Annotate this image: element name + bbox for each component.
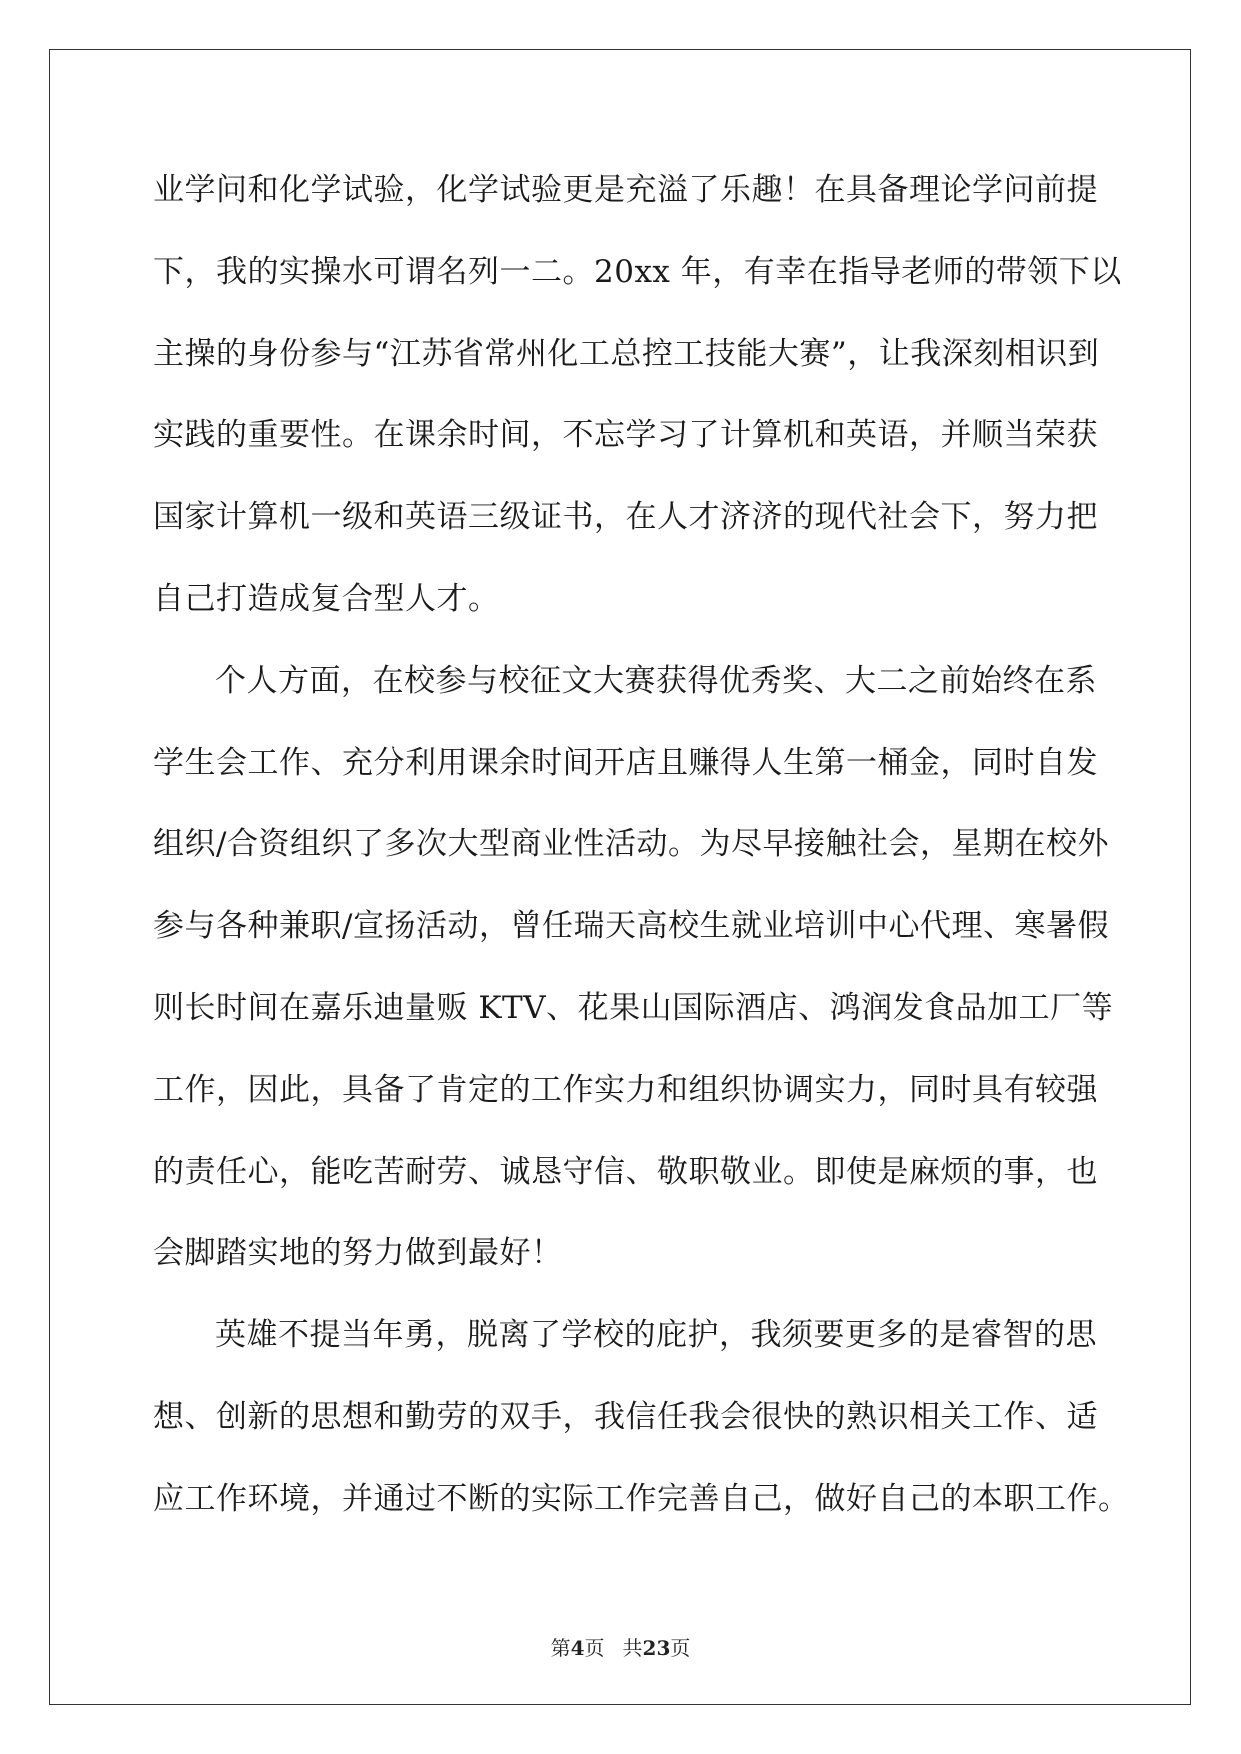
text-line: 会脚踏实地的努力做到最好！ — [153, 1235, 563, 1272]
text-line: 个人方面，在校参与校征文大赛获得优秀奖、大二之前始终在系 — [215, 662, 1097, 699]
text-line: 主操的身份参与“江苏省常州化工总控工技能大赛”，让我深刻相识到 — [153, 335, 1100, 372]
text-line: 下，我的实操水可谓名列一二。20xx 年，有幸在指导老师的带领下以 — [153, 253, 1122, 290]
text-line: 业学问和化学试验，化学试验更是充溢了乐趣！在具备理论学问前提 — [153, 172, 1098, 208]
page-footer — [0, 1632, 1241, 1661]
footer-page-suffix: 页 — [584, 1636, 605, 1660]
text-line: 应工作环境，并通过不断的实际工作完善自己，做好自己的本职工作。 — [153, 1480, 1130, 1517]
text-line: 实践的重要性。在课余时间，不忘学习了计算机和英语，并顺当荣获 — [153, 417, 1098, 454]
text-line: 组织/合资组织了多次大型商业性活动。为尽早接触社会，星期在校外 — [153, 826, 1109, 863]
footer-page-number: 4 — [570, 1636, 585, 1660]
text-line: 国家计算机一级和英语三级证书，在人才济济的现代社会下，努力把 — [153, 499, 1098, 536]
text-line: 自己打造成复合型人才。 — [153, 580, 500, 617]
text-line: 的责任心，能吃苦耐劳、诚恳守信、敬职敬业。即使是麻烦的事，也 — [153, 1153, 1098, 1190]
text-line: 参与各种兼职/宣扬活动，曾任瑞天高校生就业培训中心代理、寒暑假 — [153, 908, 1109, 945]
text-line: 工作，因此，具备了肯定的工作实力和组织协调实力，同时具有较强 — [153, 1071, 1098, 1108]
text-line: 则长时间在嘉乐迪量贩 KTV、花果山国际酒店、鸿润发食品加工厂等 — [153, 989, 1114, 1026]
text-line: 学生会工作、充分利用课余时间开店且赚得人生第一桶金，同时自发 — [153, 744, 1098, 781]
footer-total-prefix: 共 — [622, 1636, 643, 1660]
text-line: 想、创新的思想和勤劳的双手，我信任我会很快的熟识相关工作、适 — [153, 1398, 1098, 1435]
document-body — [153, 158, 1130, 1549]
footer-total-pages: 23 — [642, 1636, 671, 1660]
text-line: 英雄不提当年勇，脱离了学校的庇护，我须要更多的是睿智的思 — [215, 1317, 1097, 1354]
footer-total-suffix: 页 — [670, 1636, 691, 1660]
footer-page-prefix: 第 — [550, 1636, 571, 1660]
